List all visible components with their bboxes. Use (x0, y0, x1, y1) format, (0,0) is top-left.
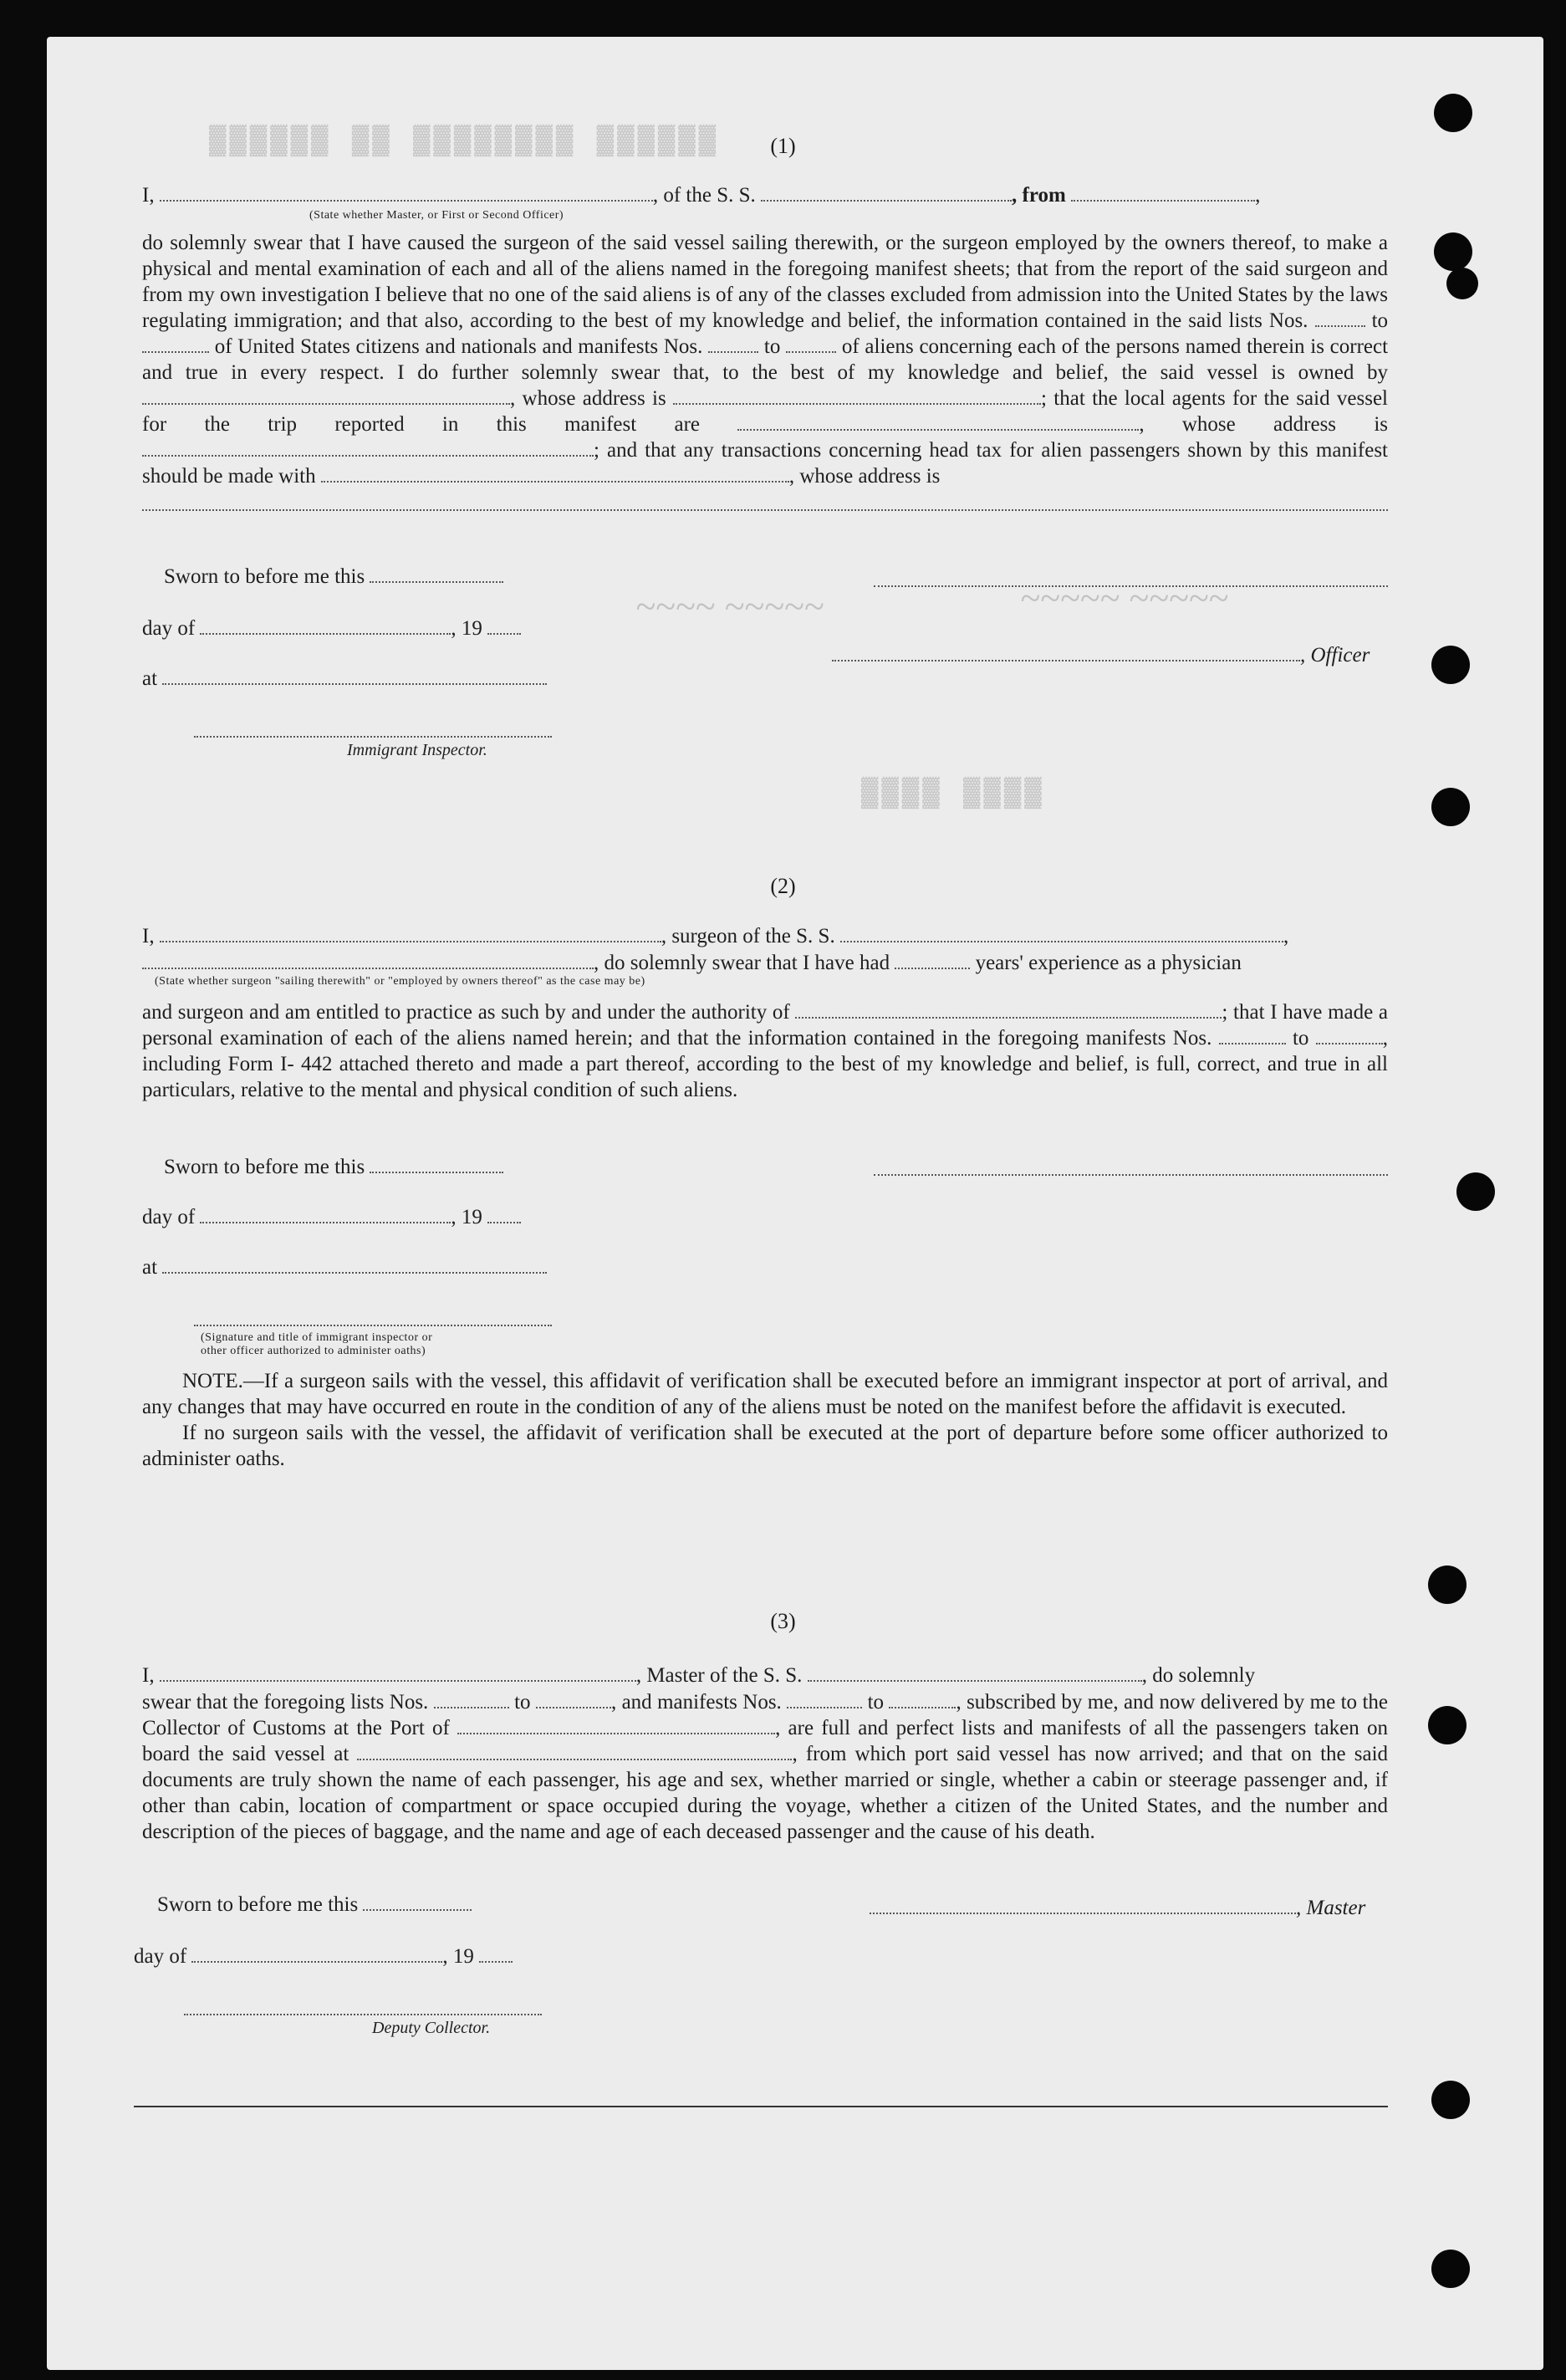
sworn-day-field[interactable] (370, 566, 503, 583)
section-2-note: NOTE.—If a surgeon sails with the vessel, this affidavit of verification shall be executed before an immigrant inspector at port of arrival, and any changes that may have occurred en route in the condition of any of the aliens must be noted on the manifest before the affidavit is executed. If no surgeon sails with the vessel, the affidavit of verification shall be executed at the port of departure before some officer authorized to administer oaths. (142, 1370, 1388, 1470)
section-2-number: (2) (770, 874, 796, 898)
manifests-from-field[interactable] (708, 336, 758, 353)
s2-inspector-signature-line[interactable] (194, 1325, 552, 1326)
punch-hole (1434, 232, 1472, 271)
at-place-field[interactable] (162, 668, 547, 685)
s2-sworn-day-field[interactable] (370, 1157, 503, 1173)
master-vessel-field[interactable] (808, 1665, 1142, 1682)
surgeon-signature-line[interactable] (874, 1174, 1388, 1176)
immigrant-inspector-caption: Immigrant Inspector. (347, 741, 487, 759)
punch-hole (1431, 788, 1470, 826)
officer-name-field[interactable] (160, 185, 653, 202)
owner-address-field[interactable] (673, 388, 1041, 405)
section-2-first-line: I, , surgeon of the S. S. , (142, 925, 1289, 947)
section-2-at: at (142, 1256, 547, 1279)
punch-hole (1428, 1706, 1467, 1744)
inspector-signature-line[interactable] (194, 736, 552, 738)
s3-manifests-to-field[interactable] (889, 1692, 956, 1708)
section-2-second-line: , do solemnly swear that I have had years' experience as a physician (142, 950, 1388, 977)
bleed-through-mark: ▓▓▓▓ ▓▓▓▓ (861, 778, 1045, 810)
section-2-day: day of , 19 (142, 1206, 521, 1229)
head-tax-address-field[interactable] (142, 494, 1388, 511)
section-2-body: and surgeon and am entitled to practice as such by and under the authority of ; that I have made a personal examination of each of the aliens named herein; and that the information contained in the foregoing manifests Nos. to , including Form I- 442 attached thereto and made a part thereof, according to the best of my knowledge and belief, is full, correct, and true in all particulars, relative to the mental and physical condition of such aliens. (142, 1001, 1389, 1101)
section-3-number: (3) (770, 1609, 796, 1633)
bleed-through-handwriting: ~~~~~ ~~~~~ (1020, 578, 1229, 619)
punch-hole (1431, 646, 1470, 684)
signature-caption-1: (Signature and title of immigrant inspector or (201, 1331, 433, 1344)
section-3-first-line: I, , Master of the S. S. , do solemnly (142, 1664, 1256, 1687)
s3-day-of-field[interactable] (191, 1946, 442, 1963)
local-agents-field[interactable] (737, 414, 1139, 431)
punch-hole (1446, 268, 1478, 299)
master-signature-field[interactable] (870, 1897, 1296, 1914)
surgeon-manifests-to-field[interactable] (1316, 1028, 1383, 1044)
surgeon-name-field[interactable] (160, 926, 661, 942)
bleed-through-mark: ▓▓▓▓▓▓ ▓▓ ▓▓▓▓▓▓▓▓ ▓▓▓▓▓▓ (209, 125, 720, 157)
punch-hole (1431, 2081, 1470, 2119)
surgeon-vessel-field[interactable] (840, 926, 1283, 942)
s3-sworn-day-field[interactable] (363, 1894, 472, 1911)
section-3-day: day of , 19 (134, 1945, 513, 1969)
officer-caption: (State whether Master, or First or Second Officer) (309, 209, 564, 222)
section-1-number: (1) (770, 134, 796, 158)
section-2-sworn: Sworn to before me this (164, 1156, 503, 1179)
surgeon-status-field[interactable] (142, 953, 594, 969)
master-signature: , Master (870, 1897, 1365, 1920)
officer-signature: , Officer (832, 644, 1370, 667)
agents-address-field[interactable] (142, 440, 594, 457)
s3-lists-to-field[interactable] (536, 1692, 611, 1708)
officer-signature-line[interactable] (874, 585, 1388, 587)
from-port-field[interactable] (1071, 185, 1255, 202)
bottom-rule (134, 2106, 1388, 2107)
section-1-first-line: I, , of the S. S. , from , (142, 184, 1261, 207)
s2-year-field[interactable] (487, 1207, 521, 1223)
lists-from-field[interactable] (1315, 310, 1365, 327)
s2-at-place-field[interactable] (162, 1257, 547, 1274)
years-experience-field[interactable] (895, 953, 970, 969)
signature-caption-2: other officer authorized to administer oaths) (201, 1345, 426, 1357)
surgeon-manifests-from-field[interactable] (1219, 1028, 1286, 1044)
punch-hole (1428, 1565, 1467, 1604)
day-of-field[interactable] (200, 618, 451, 635)
punch-hole (1434, 94, 1472, 132)
s3-manifests-from-field[interactable] (787, 1692, 862, 1708)
port-field[interactable] (457, 1718, 775, 1734)
section-1-at: at (142, 667, 547, 691)
s3-lists-from-field[interactable] (434, 1692, 509, 1708)
authority-field[interactable] (795, 1002, 1222, 1019)
master-name-field[interactable] (160, 1665, 636, 1682)
head-tax-party-field[interactable] (321, 466, 789, 483)
year-field[interactable] (487, 618, 521, 635)
section-1-day: day of , 19 (142, 617, 521, 641)
manifests-to-field[interactable] (786, 336, 836, 353)
deputy-collector-caption: Deputy Collector. (372, 2019, 491, 2037)
punch-hole (1456, 1172, 1495, 1211)
punch-hole (1431, 2250, 1470, 2288)
section-1-sworn: Sworn to before me this (164, 565, 503, 589)
surgeon-caption: (State whether surgeon "sailing therewith" or "employed by owners thereof" as the case may be) (155, 975, 645, 988)
vessel-name-field[interactable] (761, 185, 1012, 202)
section-1-body: do solemnly swear that I have caused the surgeon of the said vessel sailing therewith, or the surgeon employed by the owners thereof, to make a physical and mental examination of each and all of the aliens named in the foregoing manifest sheets; that from the report of the said surgeon and from my own investigation I believe that no one of the said aliens is of any of the classes excluded from admission into the United States by the laws regulating immigration; and that also, according to the best of my knowledge and belief, the information contained in the said lists Nos. to of United States citizens and nationals and manifests Nos. to of aliens concerning each of the persons named therein is correct and true in every respect. I do further solemnly swear that, to the best of my knowledge and belief, the said vessel is owned by , whose address is ; that the local agents for the said vessel for the trip reported in this manifest are , whose address is ; and that any transactions concerning head tax for alien passengers shown by this manifest should be made with , whose address is (142, 230, 1388, 511)
lists-to-field[interactable] (142, 336, 209, 353)
s2-day-of-field[interactable] (200, 1207, 451, 1223)
s3-year-field[interactable] (479, 1946, 513, 1963)
deputy-signature-line[interactable] (184, 2014, 542, 2015)
section-3-body: swear that the foregoing lists Nos. to , and manifests Nos. to , subscribed by me, and now delivered by me to the Collector of Customs at the Port of , are full and perfect lists and manifests of all the passengers taken on board the said vessel at , from which port said vessel has now arrived; and that on the said documents are truly shown the name of each passenger, his age and sex, whether married or single, whether a cabin or steerage passenger and, if other than cabin, location of compartment or space occupied during the voyage, whether a citizen of the United States, and the number and description of the pieces of baggage, and the name and age of each deceased passenger and the cause of his death. (142, 1691, 1389, 1843)
bleed-through-handwriting: ~~~~ ~~~~~ (635, 586, 824, 627)
officer-title-field[interactable] (832, 645, 1300, 661)
section-3-sworn: Sworn to before me this (157, 1893, 472, 1917)
owner-field[interactable] (142, 388, 510, 405)
boarding-port-field[interactable] (357, 1744, 792, 1760)
